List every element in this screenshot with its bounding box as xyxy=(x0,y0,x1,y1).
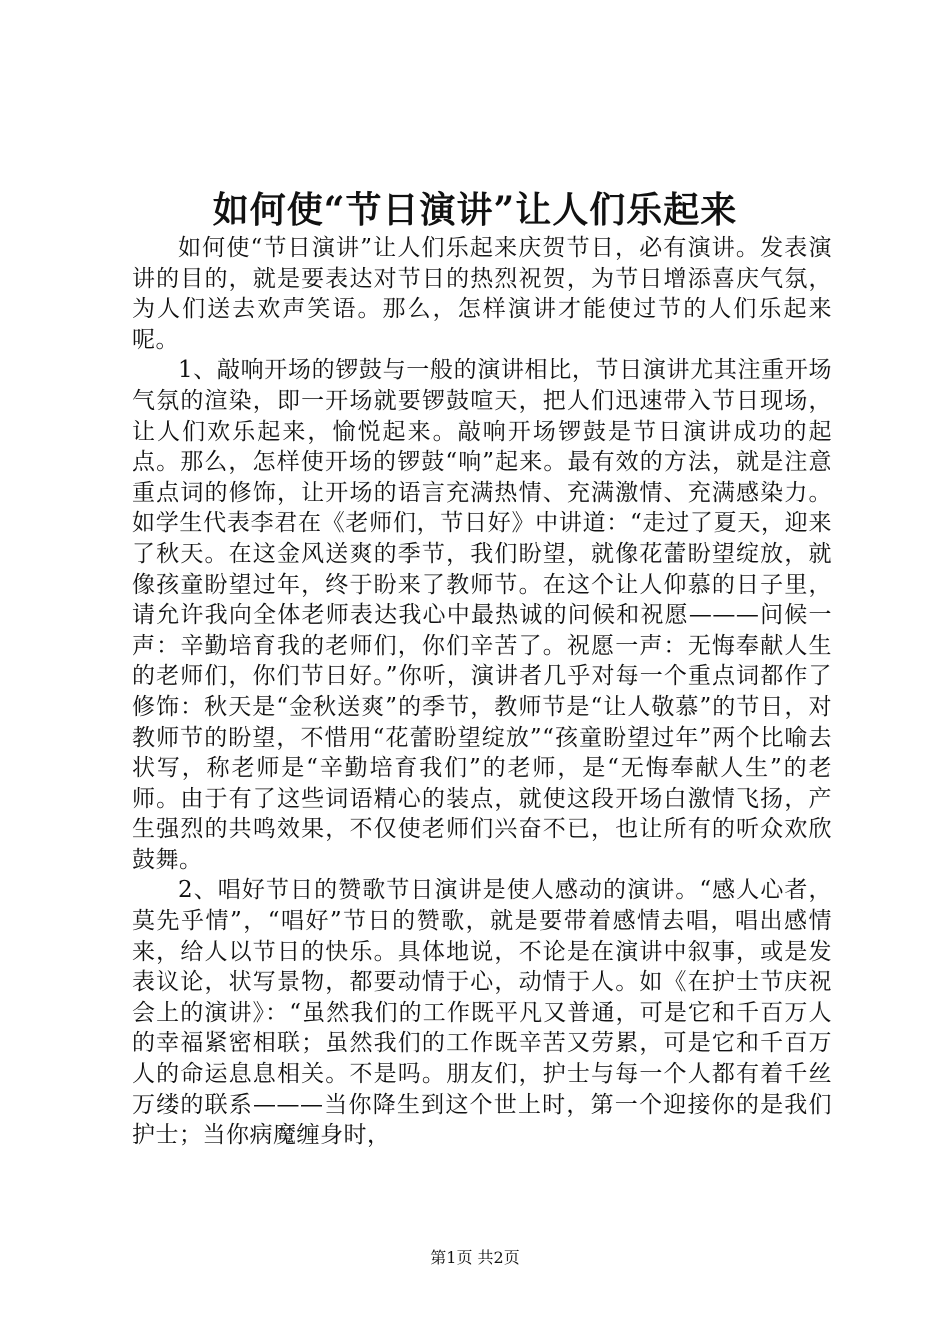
paragraph-intro: 如何使“节日演讲”让人们乐起来庆贺节日，必有演讲。发表演讲的目的，就是要表达对节日的热烈祝贺，为节日增添喜庆气氛，为人们送去欢声笑语。那么，怎样演讲才能使过节的人们乐起来呢。 xyxy=(132,235,832,353)
paragraph-section-1: 1、敲响开场的锣鼓与一般的演讲相比，节日演讲尤其注重开场气氛的渲染，即一开场就要锣鼓喧天，把人们迅速带入节日现场，让人们欢乐起来，愉悦起来。敲响开场锣鼓是节日演讲成功的起点。那么，怎样使开场的锣鼓“响”起来。最有效的方法，就是注意重点词的修饰，让开场的语言充满热情、充满激情、充满感染力。如学生代表李君在《老师们，节日好》中讲道：“走过了夏天，迎来了秋天。在这金风送爽的季节，我们盼望，就像花蕾盼望绽放，就像孩童盼望过年，终于盼来了教师节。在这个让人仰慕的日子里，请允许我向全体老师表达我心中最热诚的问候和祝愿———问候一声：辛勤培育我的老师们，你们辛苦了。祝愿一声：无悔奉献人生的老师们，你们节日好。”你听，演讲者几乎对每一个重点词都作了修饰：秋天是“金秋送爽”的季节，教师节是“让人敬慕”的节日，对教师节的盼望，不惜用“花蕾盼望绽放”“孩童盼望过年”两个比喻去状写，称老师是“辛勤培育我们”的老师，是“无悔奉献人生”的老师。由于有了这些词语精心的装点，就使这段开场白激情飞扬，产生强烈的共鸣效果，不仅使老师们兴奋不已，也让所有的听众欢欣鼓舞。 xyxy=(132,357,832,873)
document-body xyxy=(132,233,832,1151)
paragraph-section-2: 2、唱好节日的赞歌节日演讲是使人感动的演讲。“感人心者，莫先乎情”，“唱好”节日的赞歌，就是要带着感情去唱，唱出感情来，给人以节日的快乐。具体地说，不论是在演讲中叙事，或是发表议论，状写景物，都要动情于心，动情于人。如《在护士节庆祝会上的演讲》：“虽然我们的工作既平凡又普通，可是它和千百万人的幸福紧密相联；虽然我们的工作既辛苦又劳累，可是它和千百万人的命运息息相关。不是吗。朋友们，护士与每一个人都有着千丝万缕的联系———当你降生到这个世上时，第一个迎接你的是我们护士；当你病魔缠身时， xyxy=(132,877,832,1149)
page-number-footer: 第1页 共2页 xyxy=(430,1248,520,1267)
document-title: 如何使“节日演讲”让人们乐起来 xyxy=(212,189,738,231)
